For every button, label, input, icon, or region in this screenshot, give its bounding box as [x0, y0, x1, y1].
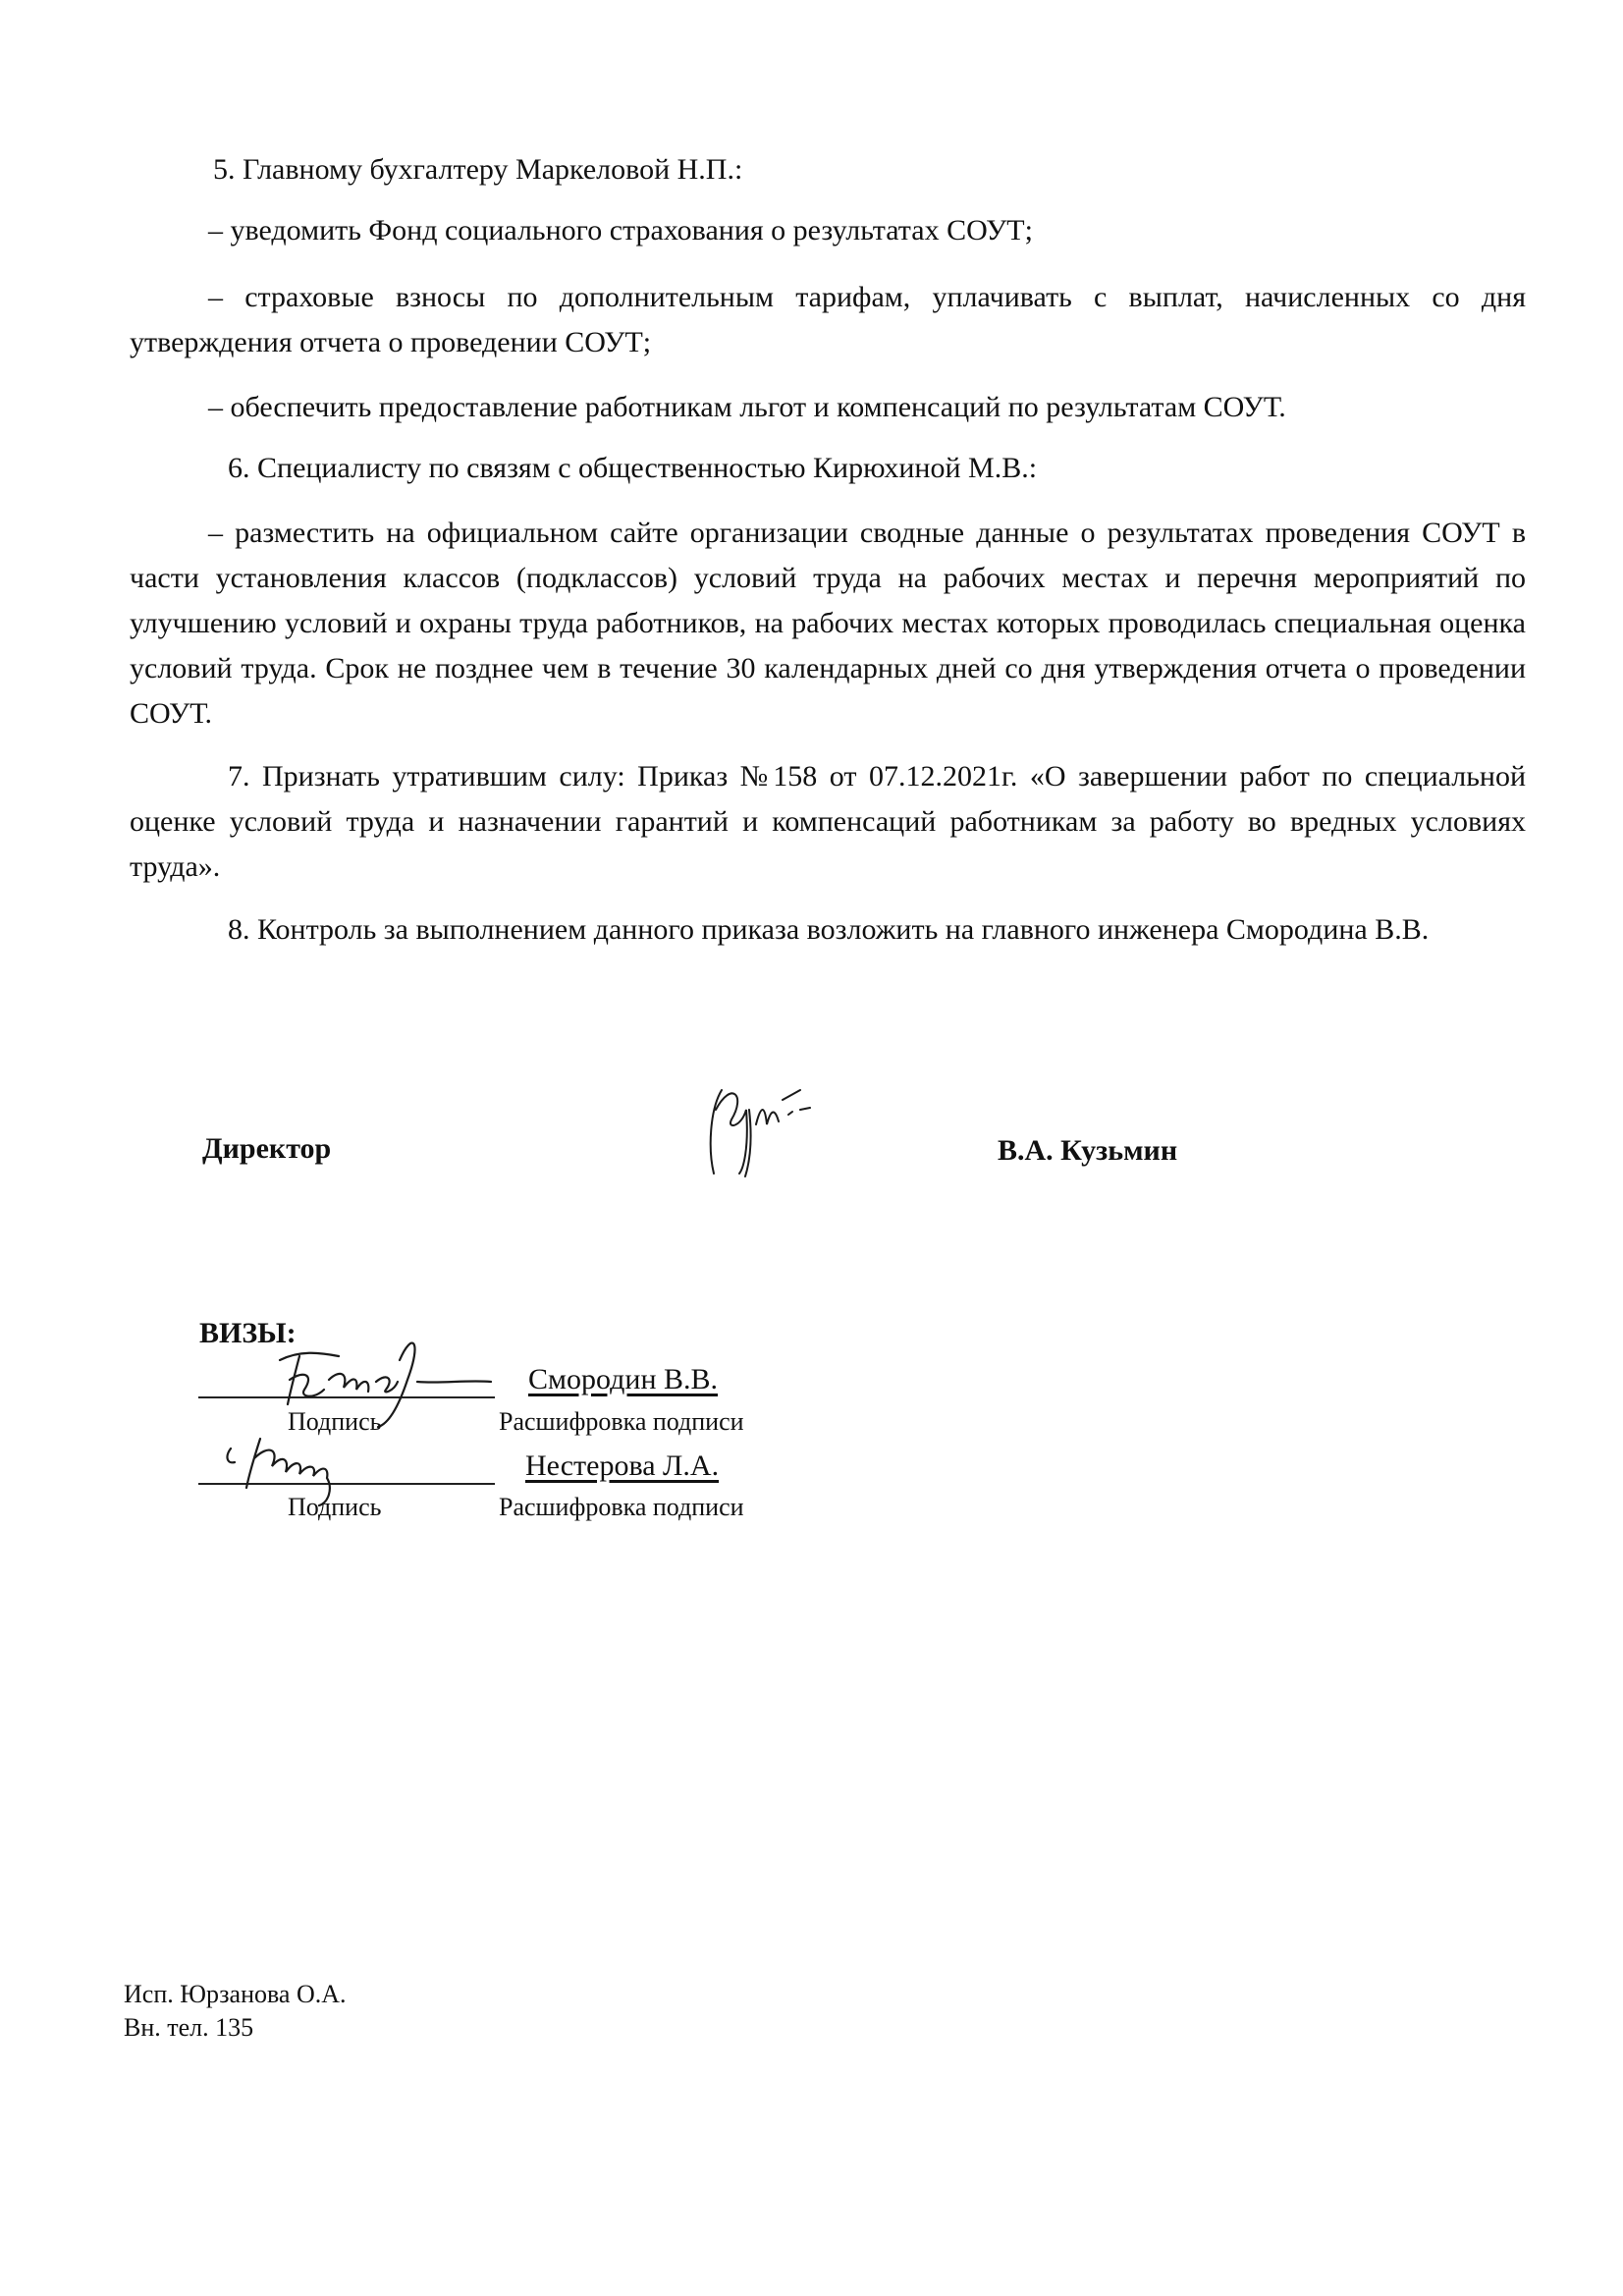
item-5-point-a: – уведомить Фонд социального страхования о результатах СОУТ;: [208, 214, 1033, 246]
director-position: Директор: [202, 1132, 332, 1165]
visa-1-decode-label: Расшифровка подписи: [499, 1407, 744, 1436]
visas-title: ВИЗЫ:: [199, 1317, 297, 1349]
visa-1-sign-label: Подпись: [288, 1407, 382, 1436]
visa-2-decode-label: Расшифровка подписи: [499, 1493, 744, 1521]
item-5-heading: 5. Главному бухгалтеру Маркеловой Н.П.:: [213, 153, 743, 186]
director-signature-icon: [702, 1070, 830, 1178]
item-6-point-a: – разместить на официальном сайте организации сводные данные о результатах проведения СОУТ в части установления классов (подклассов) условий труда на рабочих местах и перечня мероприятий по улучшению условий и охраны труда работников, на рабочих местах которых проводилась специальная оценка условий труда. Срок не позднее чем в течение 30 календарных дней со дня утверждения отчета о проведении СОУТ.: [130, 517, 1526, 730]
visa-1-name: Смородин В.В.: [528, 1363, 719, 1395]
item-6-heading: 6. Специалисту по связям с общественностью Кирюхиной М.В.:: [228, 452, 1038, 484]
visa-2-name: Нестерова Л.А.: [525, 1449, 720, 1482]
item-5-point-c: – обеспечить предоставление работникам льгот и компенсаций по результатам СОУТ.: [208, 391, 1286, 423]
item-8: 8. Контроль за выполнением данного приказа возложить на главного инженера Смородина В.В.: [228, 913, 1430, 946]
item-7: 7. Признать утратившим силу: Приказ №158 от 07.12.2021г. «О завершении работ по специальной оценке условий труда и назначении гарантий и компенсаций работникам за работу во вредных условиях труда».: [130, 760, 1526, 883]
executor-phone: Вн. тел. 135: [124, 2013, 254, 2042]
item-5-point-b: – страховые взносы по дополнительным тарифам, уплачивать с выплат, начисленных со дня утверждения отчета о проведении СОУТ;: [130, 281, 1526, 358]
order-items: [130, 147, 1526, 953]
executor-name: Исп. Юрзанова О.А.: [124, 1980, 347, 2008]
visa-2-sign-label: Подпись: [288, 1493, 382, 1521]
director-name: В.А. Кузьмин: [998, 1134, 1178, 1167]
